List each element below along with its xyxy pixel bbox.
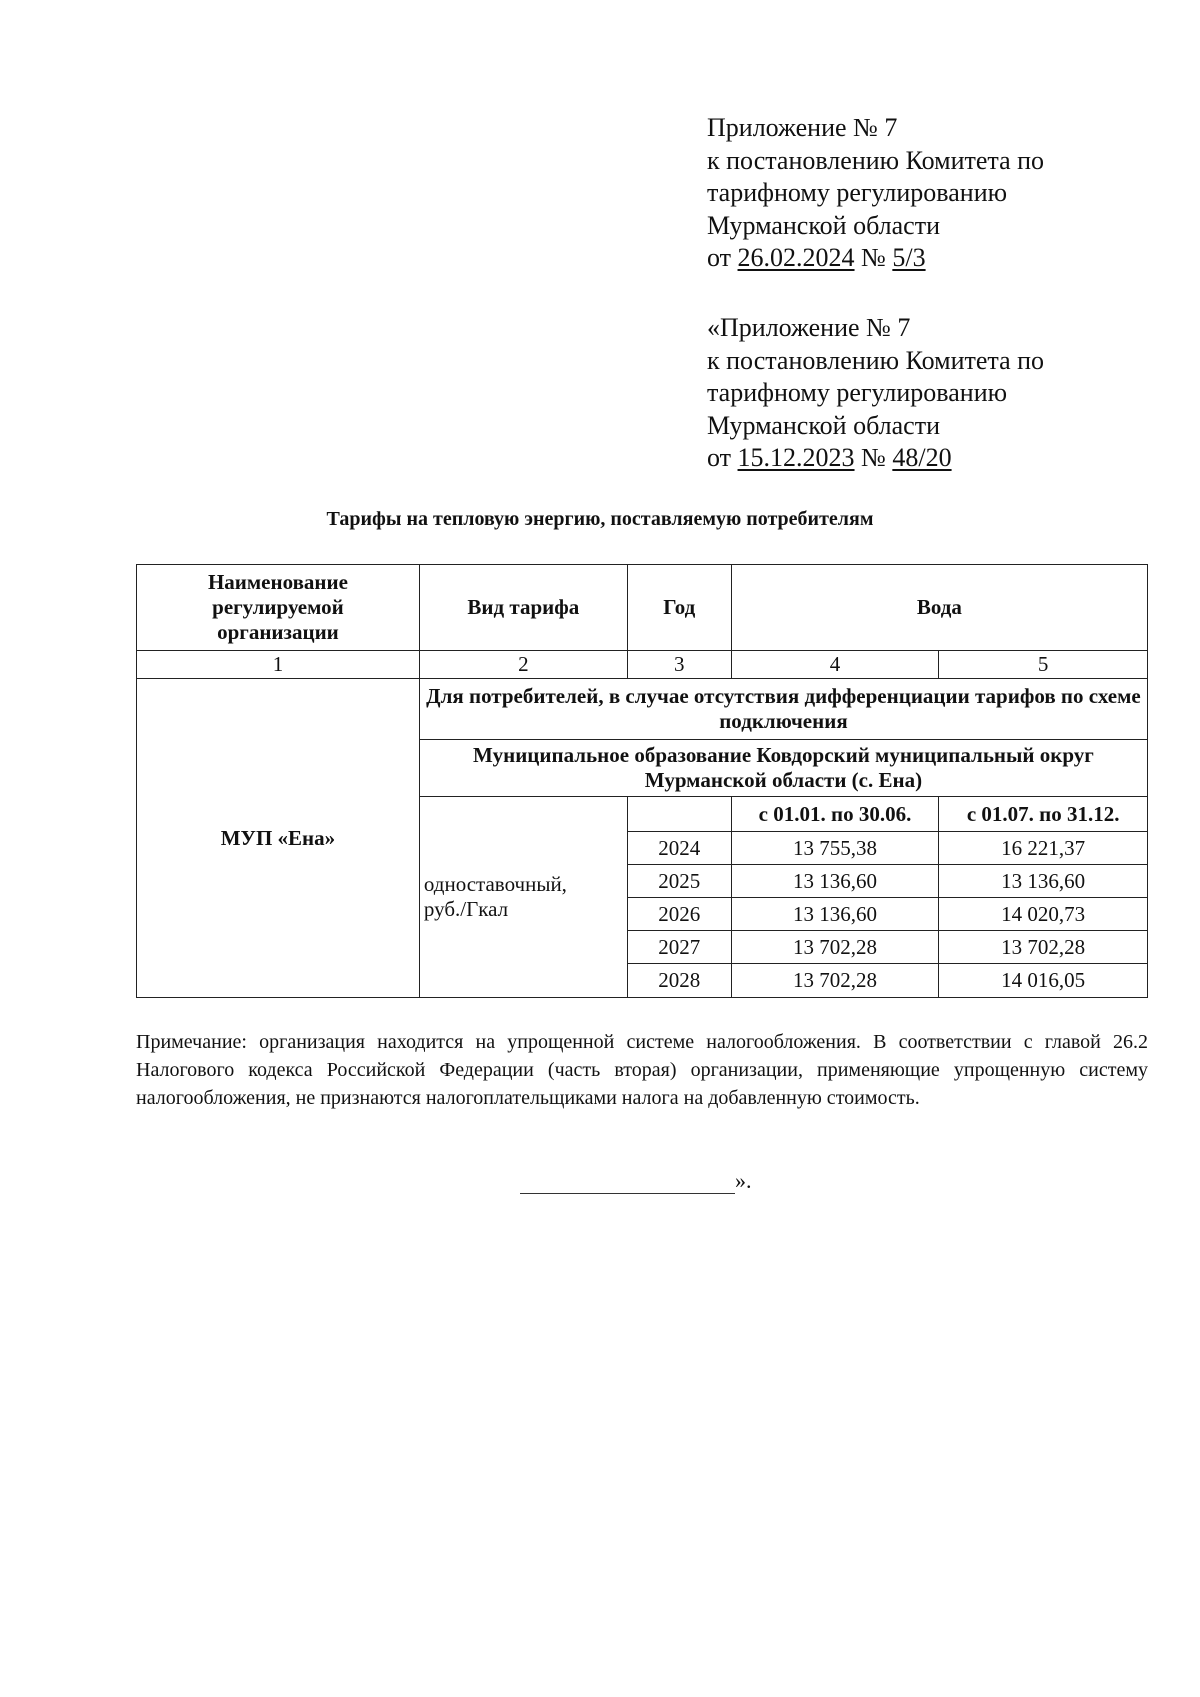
- decree-number: 5/3: [892, 243, 926, 272]
- tariff-cell: 13 136,60: [731, 898, 939, 931]
- header-line: Мурманской области: [707, 210, 940, 240]
- col-header-year: Год: [627, 565, 731, 651]
- col-header-organization: Наименование регулируемой организации: [137, 565, 420, 651]
- organization-name: МУП «Ена»: [137, 679, 420, 998]
- decree-number: 48/20: [892, 443, 952, 472]
- header-line: тарифному регулированию: [707, 178, 1008, 207]
- tariff-cell: 13 136,60: [731, 865, 939, 898]
- header-line: к постановлению Комитета по: [707, 145, 1045, 175]
- tariff-type: одноставочный, руб./Гкал: [419, 797, 627, 998]
- year-cell: 2027: [627, 931, 731, 964]
- col-number: 4: [731, 651, 939, 679]
- col-number: 2: [419, 651, 627, 679]
- tariff-cell: 13 755,38: [731, 832, 939, 865]
- tariff-table: [136, 564, 1148, 998]
- number-sign: №: [861, 443, 886, 472]
- year-cell: 2028: [627, 964, 731, 998]
- from-label: от: [707, 243, 732, 272]
- closing-mark: [520, 1168, 752, 1194]
- year-cell: 2025: [627, 865, 731, 898]
- tariff-cell: 14 016,05: [939, 964, 1148, 998]
- header-date-line: [707, 442, 1044, 475]
- tariff-cell: 13 702,28: [939, 931, 1148, 964]
- table-title: Тарифы на тепловую энергию, поставляемую потребителям: [326, 508, 874, 530]
- header-line: Приложение № 7: [707, 113, 898, 142]
- col-header-water: Вода: [731, 565, 1147, 651]
- number-sign: №: [861, 243, 886, 272]
- consumer-group-label: Для потребителей, в случае отсутствия дифференциации тарифов по схеме подключения: [419, 679, 1147, 740]
- col-number: 5: [939, 651, 1148, 679]
- from-label: от: [707, 443, 732, 472]
- empty-cell: [627, 797, 731, 832]
- year-cell: 2024: [627, 832, 731, 865]
- note-paragraph: Примечание: организация находится на упрощенной системе налогообложения. В соответствии с главой 26.2 Налогового кодекса Российской Федерации (часть вторая) организации, применяющие упрощенную систему налогообложения, не признаются налогоплательщиками налога на добавленную стоимость.: [136, 1031, 1148, 1109]
- header-line: к постановлению Комитета по: [707, 345, 1045, 375]
- header-line: тарифному регулированию: [707, 378, 1008, 407]
- header-line: Мурманской области: [707, 410, 940, 440]
- tariff-cell: 13 702,28: [731, 931, 939, 964]
- appendix-header-previous: [707, 312, 1044, 475]
- tariff-cell: 13 702,28: [731, 964, 939, 998]
- col-number: 3: [627, 651, 731, 679]
- decree-date: 15.12.2023: [737, 443, 855, 472]
- col-number: 1: [137, 651, 420, 679]
- column-number-row: [137, 651, 1148, 679]
- header-row: [137, 565, 1148, 651]
- appendix-header-current: [707, 112, 1044, 275]
- period-2-header: с 01.07. по 31.12.: [939, 797, 1148, 832]
- year-cell: 2026: [627, 898, 731, 931]
- tariff-cell: 16 221,37: [939, 832, 1148, 865]
- closing-quote: ».: [735, 1168, 752, 1193]
- tariff-cell: 13 136,60: [939, 865, 1148, 898]
- col-header-tariff-type: Вид тарифа: [419, 565, 627, 651]
- header-line: «Приложение № 7: [707, 313, 911, 342]
- municipality-label: Муниципальное образование Ковдорский муниципальный округ Мурманской области (с. Ена): [419, 740, 1147, 797]
- decree-date: 26.02.2024: [737, 243, 855, 272]
- tariff-cell: 14 020,73: [939, 898, 1148, 931]
- header-date-line: [707, 242, 1044, 275]
- closing-line: [520, 1173, 735, 1194]
- period-1-header: с 01.01. по 30.06.: [731, 797, 939, 832]
